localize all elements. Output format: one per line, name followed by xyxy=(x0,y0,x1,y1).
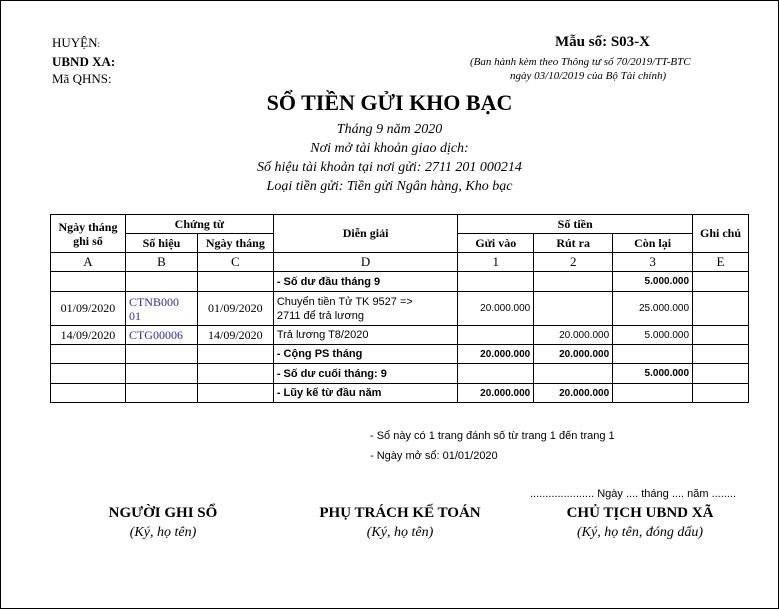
deposit-type-line: Loại tiền gửi: Tiền gửi Ngân hàng, Kho bạc xyxy=(266,179,513,194)
header-amount: Số tiền xyxy=(458,215,693,234)
row-date: 14/09/2020 xyxy=(51,326,126,345)
table-row-opening xyxy=(51,272,749,292)
header-deposit-in: Gửi vào xyxy=(458,234,534,253)
letter-b: B xyxy=(125,253,197,272)
header-voucher-date: Ngày tháng xyxy=(197,234,273,253)
letter-3: 3 xyxy=(613,253,693,272)
header-entry-date: Ngày tháng ghi sổ xyxy=(51,215,126,253)
row-voucher-link[interactable]: CTG00006 xyxy=(125,326,197,345)
note-pages: - Sổ này có 1 trang đánh số từ trang 1 đến trang 1 xyxy=(370,430,615,442)
recorder-title: NGƯỜI GHI SỔ xyxy=(108,505,218,521)
total-desc: - Cộng PS tháng xyxy=(273,345,457,364)
header-withdraw: Rút ra xyxy=(534,234,613,253)
form-number: Mẫu số: S03-X xyxy=(555,34,651,50)
accountant-subtitle: (Ký, họ tên) xyxy=(366,525,434,540)
account-place-line: Nơi mở tài khoản giao dịch: xyxy=(310,141,469,156)
table-row-closing xyxy=(51,364,749,384)
table-row xyxy=(51,292,749,326)
column-letter-row xyxy=(51,253,749,272)
ledger-table xyxy=(50,214,749,403)
page-title: SỔ TIỀN GỬI KHO BẠC xyxy=(266,90,513,115)
commune-label: UBND XA: xyxy=(52,54,116,69)
row-balance: 25.000.000 xyxy=(613,292,693,326)
letter-2: 2 xyxy=(534,253,613,272)
district-label: HUYỆN: xyxy=(52,35,101,50)
header-note: Ghi chú xyxy=(693,215,749,253)
closing-balance: 5.000.000 xyxy=(613,364,693,384)
accountant-title: PHỤ TRÁCH KẾ TOÁN xyxy=(319,505,481,521)
row-desc: Trả lương T8/2020 xyxy=(273,326,457,345)
row-balance: 5.000.000 xyxy=(613,326,693,345)
letter-e: E xyxy=(693,253,749,272)
row-in xyxy=(458,326,534,345)
issued-line-2: ngày 03/10/2019 của Bộ Tài chính) xyxy=(510,70,667,82)
closing-desc: - Số dư cuối tháng: 9 xyxy=(273,364,457,384)
row-voucher-date: 01/09/2020 xyxy=(197,292,273,326)
account-number-line: Số hiệu tài khoản tại nơi gửi: 2711 201 000214 xyxy=(257,160,522,175)
chairman-title: CHỦ TỊCH UBND XÃ xyxy=(566,505,714,521)
recorder-subtitle: (Ký, họ tên) xyxy=(129,525,197,540)
chairman-subtitle: (Ký, họ tên, đóng dấu) xyxy=(577,525,703,540)
letter-c: C xyxy=(197,253,273,272)
ytd-in: 20.000.000 xyxy=(458,384,534,403)
period-line: Tháng 9 năm 2020 xyxy=(336,122,443,137)
row-voucher-link[interactable]: CTNB000 01 xyxy=(125,292,197,326)
header-balance: Còn lại xyxy=(613,234,693,253)
table-row-ytd xyxy=(51,384,749,403)
header-voucher: Chứng từ xyxy=(125,215,273,234)
qhns-label: Mã QHNS: xyxy=(52,71,112,86)
row-date: 01/09/2020 xyxy=(51,292,126,326)
note-open-date: - Ngày mở sổ: 01/01/2020 xyxy=(370,450,498,462)
header-voucher-number: Số hiệu xyxy=(125,234,197,253)
header-description: Diễn giải xyxy=(273,215,457,253)
ytd-out: 20.000.000 xyxy=(534,384,613,403)
row-out: 20.000.000 xyxy=(534,326,613,345)
issued-line-1: (Ban hành kèm theo Thông tư số 70/2019/TT-BTC xyxy=(470,56,691,68)
signature-date-line: ..................... Ngày .... tháng .... năm ........ xyxy=(530,488,737,500)
letter-a: A xyxy=(51,253,126,272)
table-row-total xyxy=(51,345,749,364)
row-out xyxy=(534,292,613,326)
row-in: 20.000.000 xyxy=(458,292,534,326)
table-row xyxy=(51,326,749,345)
ytd-desc: - Lũy kế từ đầu năm xyxy=(273,384,457,403)
letter-d: D xyxy=(273,253,457,272)
total-in: 20.000.000 xyxy=(458,345,534,364)
total-out: 20.000.000 xyxy=(534,345,613,364)
opening-balance: 5.000.000 xyxy=(613,272,693,292)
opening-desc: - Số dư đầu tháng 9 xyxy=(273,272,457,292)
letter-1: 1 xyxy=(458,253,534,272)
row-desc: Chuyển tiền Tử TK 9527 => 2711 để trả lương xyxy=(273,292,457,326)
row-voucher-date: 14/09/2020 xyxy=(197,326,273,345)
